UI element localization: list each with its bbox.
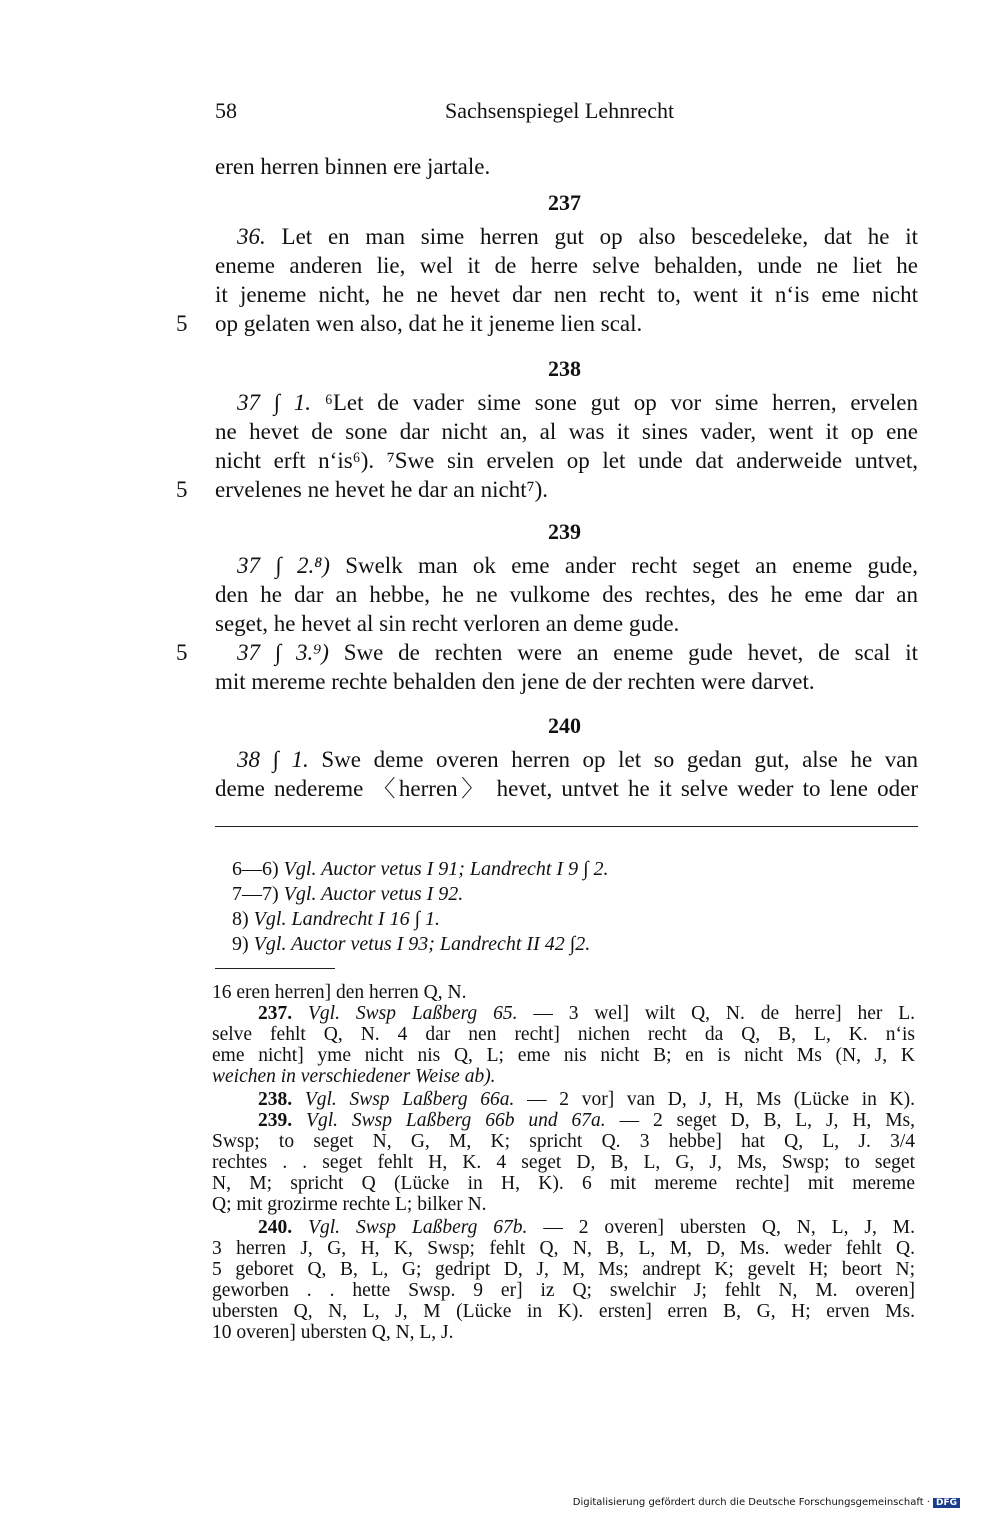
line-text: Let en man sime herren gut op also bescedeleke, dat he it [281, 224, 919, 249]
apparatus-line: 3 herren J, G, H, K, Swsp; fehlt Q, N, B, L, M, D, Ms. weder fehlt Q. [212, 1238, 915, 1259]
footnote-mark: 9) [232, 933, 249, 955]
apparatus-line: selve fehlt Q, N. 4 dar nen recht] nichen recht da Q, B, L, K. n‘is [212, 1024, 915, 1045]
apparatus-line [212, 1089, 915, 1111]
footnote [232, 857, 609, 881]
footnote-text: Vgl. Auctor vetus I 92. [283, 883, 464, 905]
body-line [215, 638, 918, 668]
footnote [232, 882, 463, 906]
body-line [215, 388, 918, 418]
footnote-text: Vgl. Auctor vetus I 91; Landrecht I 9 ∫ 2. [283, 858, 609, 880]
body-line: it jeneme nicht, he ne hevet dar nen recht to, went it n‘is eme nicht [215, 282, 918, 307]
body-line: nicht erft n‘is⁶). ⁷Swe sin ervelen op let unde dat anderweide untvet, [215, 448, 918, 473]
footnote-text: Vgl. Auctor vetus I 93; Landrecht II 42 ∫2. [253, 933, 591, 955]
body-line: eneme anderen lie, wel it de herre selve behalden, unde ne liet he [215, 253, 918, 278]
apparatus-text: — 2 vor] van D, J, H, Ms (Lücke in K). [527, 1089, 915, 1110]
body-line: ervelenes ne hevet he dar an nicht⁷). [215, 477, 549, 502]
body-line: mit mereme rechte behalden den jene de der rechten were darvet. [215, 669, 815, 694]
apparatus-line: eme nicht] yme nicht nis Q, L; eme nis nicht B; en is nicht Ms (N, J, K [212, 1045, 915, 1066]
section-number-240: 240 [548, 713, 581, 738]
apparatus-line: Q; mit grozirme rechte L; bilker N. [212, 1194, 487, 1215]
footnote [232, 932, 590, 956]
section-number-238: 238 [548, 356, 581, 381]
section-number-239: 239 [548, 519, 581, 544]
footnote-mark: 7—7) [232, 883, 279, 905]
section-number-237: 237 [548, 190, 581, 215]
line-number: 5 [176, 640, 188, 665]
body-line: op gelaten wen also, dat he it jeneme lien scal. [215, 311, 643, 336]
credit-text: Digitalisierung gefördert durch die Deutsche Forschungsgemeinschaft · [572, 1497, 930, 1508]
apparatus-text: — 2 overen] ubersten Q, N, L, J, M. [543, 1217, 915, 1238]
apparatus-ref: Vgl. Swsp Laßberg 66b und 67a. [306, 1110, 606, 1131]
apparatus-section-number: 239. [258, 1110, 293, 1131]
apparatus-line: 10 overen] ubersten Q, N, L, J. [212, 1322, 454, 1343]
apparatus-line: ubersten Q, N, L, J, M (Lücke in K). ersten] erren B, G, H; erven Ms. [212, 1301, 915, 1322]
apparatus-ref: Vgl. Swsp Laßberg 67b. [308, 1217, 528, 1238]
article-ref: 37 ∫ 2.⁸) [237, 553, 330, 578]
body-line [215, 745, 918, 775]
body-line: den he dar an hebbe, he ne vulkome des rechtes, des he eme dar an [215, 582, 918, 607]
line-text: ⁶Let de vader sime sone gut op vor sime herren, ervelen [324, 390, 918, 415]
apparatus-line: rechtes . . seget fehlt H, K. 4 seget D, B, L, G, J, Ms, Swsp; to seget [212, 1152, 915, 1173]
line-text: Swelk man ok eme ander recht seget an eneme gude, [345, 553, 918, 578]
apparatus-text: — 2 seget D, B, L, J, H, Ms, [619, 1110, 916, 1131]
article-ref: 36. [237, 224, 266, 249]
apparatus-ref: Vgl. Swsp Laßberg 65. [308, 1003, 518, 1024]
footnote-text: Vgl. Landrecht I 16 ∫ 1. [253, 908, 441, 930]
apparatus-line [212, 1003, 915, 1025]
footnote-separator [215, 826, 918, 827]
article-ref: 37 ∫ 1. [237, 390, 312, 415]
running-title: Sachsenspiegel Lehnrecht [445, 98, 675, 123]
line-number: 5 [176, 311, 188, 336]
apparatus-line [212, 1217, 915, 1239]
apparatus-line [212, 1110, 915, 1132]
apparatus-line: Swsp; to seget N, G, M, K; spricht Q. 3 hebbe] hat Q, L, J. 3/4 [212, 1131, 915, 1152]
apparatus-section-number: 238. [258, 1089, 293, 1110]
article-ref: 38 ∫ 1. [237, 747, 309, 772]
line-number: 5 [176, 477, 188, 502]
body-line: seget, he hevet al sin recht verloren an deme gude. [215, 611, 680, 636]
body-line: deme nedereme 〈herren〉 hevet, untvet he it selve weder to lene oder [215, 776, 918, 801]
apparatus-line: 5 geboret Q, B, L, G; gedript D, J, M, Ms; andrept K; gevelt H; beort N; [212, 1259, 915, 1280]
body-line: ne hevet de sone dar nicht an, al was it sines vader, went it op ene [215, 419, 918, 444]
apparatus-section-number: 240. [258, 1217, 293, 1238]
page-number: 58 [215, 98, 237, 123]
apparatus-ref: Vgl. Swsp Laßberg 66a. [304, 1089, 515, 1110]
digitization-credit [573, 1497, 960, 1508]
line-text: Swe de rechten were an eneme gude hevet, de scal it [343, 640, 919, 665]
footnote [232, 907, 440, 931]
apparatus-line: N, M; spricht Q (Lücke in H, K). 6 mit mereme rechte] mit mereme [212, 1173, 915, 1194]
apparatus-line: weichen in verschiedener Weise ab). [212, 1066, 496, 1087]
apparatus-text: — 3 wel] wilt Q, N. de herre] her L. [533, 1003, 916, 1024]
apparatus-line: geworben . . hette Swsp. 9 er] iz Q; swelchir J; fehlt N, M. overen] [212, 1280, 915, 1301]
apparatus-section-number: 237. [258, 1003, 293, 1024]
footnote-mark: 8) [232, 908, 249, 930]
body-line [215, 222, 918, 252]
dfg-logo: DFG [933, 1498, 960, 1508]
apparatus-separator [215, 968, 335, 969]
apparatus-line: 16 eren herren] den herren Q, N. [212, 982, 467, 1003]
line-text: Swe deme overen herren op let so gedan gut, alse he van [321, 747, 918, 772]
footnote-mark: 6—6) [232, 858, 279, 880]
body-line: eren herren binnen ere jartale. [215, 154, 491, 179]
article-ref: 37 ∫ 3.⁹) [237, 640, 329, 665]
body-line [215, 551, 918, 581]
